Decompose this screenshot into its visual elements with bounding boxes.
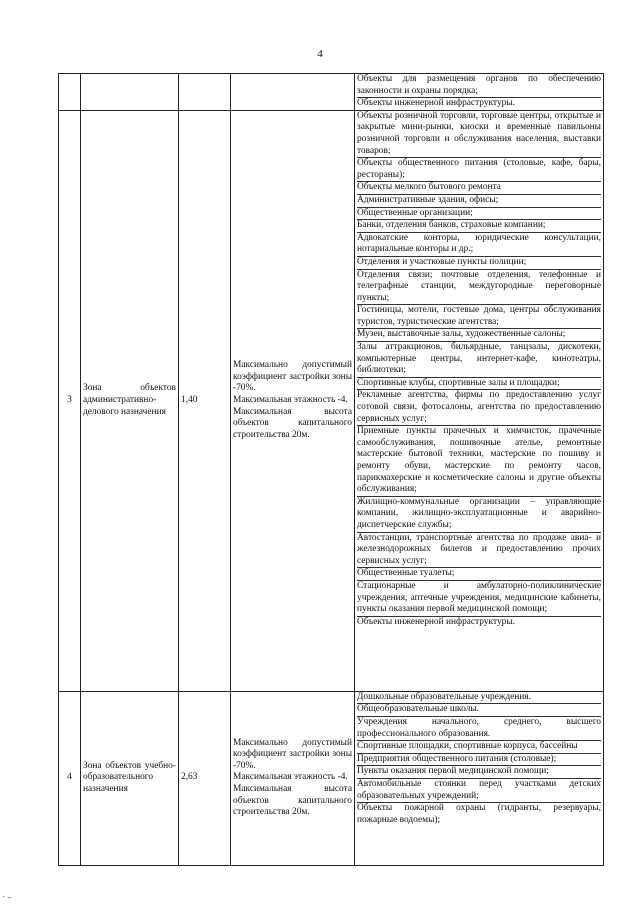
zone-coefficient-cell: 2,63 [179, 691, 231, 865]
zoning-regulations-table [58, 73, 604, 866]
permitted-use-item: Спортивные площадки, спортивные корпуса, бассейны [357, 741, 601, 754]
permitted-use-item: Спортивные клубы, спортивные залы и площадки; [357, 378, 601, 391]
permitted-use-item: Объекты мелкого бытового ремонта [357, 182, 601, 195]
permitted-use-item: Объекты для размещения органов по обеспечению законности и охраны порядка; [357, 74, 601, 98]
permitted-use-item: Общественные туалеты; [357, 568, 601, 581]
table-row [59, 74, 604, 111]
permitted-use-item: Адвокатские конторы, юридические консультации, нотариальные конторы и др.; [357, 233, 601, 257]
permitted-use-item: Автостанции, транспортные агентства по продаже авиа- и железнодорожных билетов и предоставлению прочих сервисных услуг; [357, 533, 601, 569]
permitted-use-item: Музеи, выставочные залы, художественные салоны; [357, 329, 601, 342]
permitted-use-item: Отделения связи; почтовые отделения, телефонные и телеграфные станции, междугородные переговорные пункты; [357, 270, 601, 306]
permitted-use-item: Объекты инженерной инфраструктуры. [357, 98, 515, 109]
table-row [59, 110, 604, 691]
permitted-uses-cell [355, 74, 604, 111]
table-body [59, 74, 604, 866]
zone-number-cell: 4 [59, 691, 81, 865]
parameter-line: Максимальная этажность -4. [233, 394, 348, 405]
permitted-use-item: Залы аттракционов, бильярдные, танцзалы, дискотеки, компьютерные центры, интернет-кафе, кинотеатры, библиотеки; [357, 342, 601, 378]
permitted-use-item: Общественные организации; [357, 208, 601, 221]
permitted-use-item: Жилищно-коммунальные организации – управляющие компании, жилищно-эксплуатационные и аварийно-диспетчерские службы; [357, 497, 601, 533]
permitted-use-item: Предприятия общественного питания (столовые); [357, 754, 601, 767]
zone-coefficient-cell [179, 74, 231, 111]
zone-name-cell: Зона объектов административно-делового назначения [81, 110, 179, 691]
permitted-use-item: Объекты пожарной охраны (гидранты, резервуары, пожарные водоемы); [357, 803, 601, 825]
table-row [59, 691, 604, 865]
permitted-use-item: Объекты розничной торговли, торговые центры, открытые и закрытые мини-рынки, киоски и временные павильоны розничной торговли и обслуживания населения, выставки товаров; [357, 111, 601, 158]
parameter-line: Максимальная высота объектов капитального строительства 20м. [233, 784, 352, 818]
permitted-use-item: Пункты оказания первой медицинской помощи; [357, 766, 601, 779]
scan-mark: · - [2, 892, 12, 903]
page-number: 4 [317, 48, 323, 60]
permitted-use-item: Гостиницы, мотели, гостевые дома, центры обслуживания туристов, туристические агентства; [357, 305, 601, 329]
permitted-uses-cell [355, 691, 604, 865]
permitted-use-item: Отделения и участковые пункты полиции; [357, 257, 601, 270]
parameter-line: Максимальная этажность -4. [233, 772, 348, 783]
permitted-use-item: Дошкольные образовательные учреждения. [357, 692, 601, 705]
parameter-line: Максимальная высота объектов капитального строительства 20м. [233, 406, 352, 440]
permitted-use-item: Стационарные и амбулаторно-поликлинические учреждения, аптечные учреждения, медицинские кабинеты, пункты оказания первой медицинской помощи; [357, 581, 601, 617]
zone-parameters-cell [231, 74, 355, 111]
zone-number-cell: 3 [59, 110, 81, 691]
zone-parameters-cell [231, 110, 355, 691]
permitted-use-item: Учреждения начального, среднего, высшего профессионального образования. [357, 717, 601, 741]
permitted-uses-cell [355, 110, 604, 691]
parameter-line: Максимально допустимый коэффициент застройки зоны -70%. [233, 360, 352, 394]
zone-number-cell [59, 74, 81, 111]
permitted-use-item: Автомобильные стоянки перед участками детских образовательных учреждений; [357, 779, 601, 803]
zone-name-cell: Зона объектов учебно-образовательного назначения [81, 691, 179, 865]
permitted-use-item: Административные здания, офисы; [357, 195, 601, 208]
zone-coefficient-cell: 1,40 [179, 110, 231, 691]
permitted-use-item: Объекты общественного питания (столовые, кафе, бары, рестораны); [357, 158, 601, 182]
permitted-use-item: Рекламные агентства, фирмы по предоставлению услуг сотовой связи, фотосалоны, агентства по предоставлению сервисных услуг; [357, 390, 601, 426]
permitted-use-item: Приемные пункты прачечных и химчисток, прачечные самообслуживания, пошивочные ателье, ремонтные мастерские бытовой техники, мастерские по пошиву и ремонту обуви, мастерские по ремонту часов, парикмахерские и косметические салоны и другие объекты обслуживания; [357, 426, 601, 497]
permitted-use-item: Объекты инженерной инфраструктуры. [357, 616, 515, 627]
permitted-use-item: Общеобразовательные школы. [357, 704, 601, 717]
zone-name-cell [81, 74, 179, 111]
parameter-line: Максимально допустимый коэффициент застройки зоны -70%. [233, 737, 352, 771]
permitted-use-item: Банки, отделения банков, страховые компании; [357, 220, 601, 233]
zone-parameters-cell [231, 691, 355, 865]
